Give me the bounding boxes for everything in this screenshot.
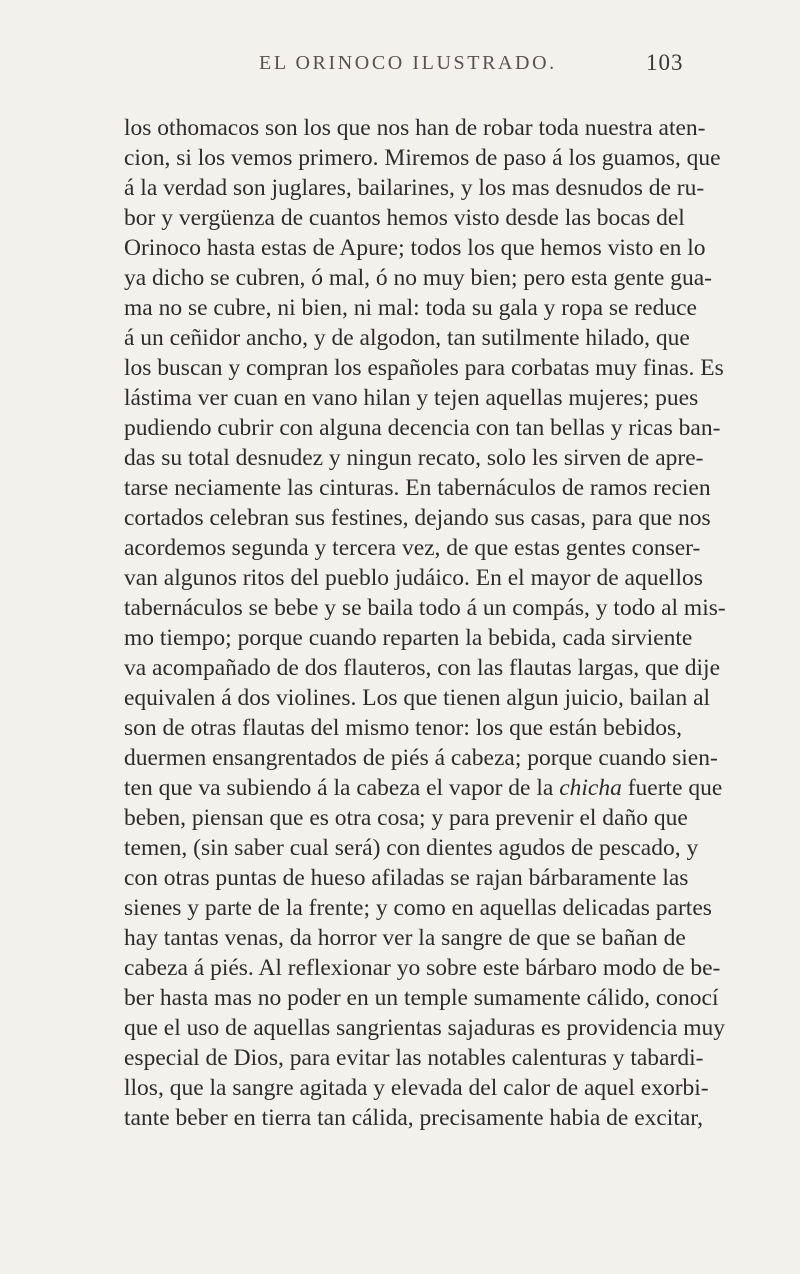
text-line: duermen ensangrentados de piés á cabeza; porque cuando sien- bbox=[124, 745, 718, 771]
text-line: á la verdad son juglares, bailarines, y los mas desnudos de ru- bbox=[124, 175, 705, 201]
text-line: tabernáculos se bebe y se baila todo á un compás, y todo al mis- bbox=[124, 595, 726, 621]
text-line: cortados celebran sus festines, dejando sus casas, para que nos bbox=[124, 505, 711, 531]
running-title: EL ORINOCO ILUSTRADO. bbox=[259, 52, 557, 74]
text-line: ber hasta mas no poder en un temple sumamente cálido, conocí bbox=[124, 985, 719, 1011]
text-line-with-italic bbox=[124, 773, 723, 803]
text-line: acordemos segunda y tercera vez, de que estas gentes conser- bbox=[124, 535, 701, 561]
text-line: beben, piensan que es otra cosa; y para prevenir el daño que bbox=[124, 805, 688, 831]
text-line: llos, que la sangre agitada y elevada del calor de aquel exorbi- bbox=[124, 1075, 709, 1101]
text-line: mo tiempo; porque cuando reparten la bebida, cada sirviente bbox=[124, 625, 693, 651]
text-segment: fuerte que bbox=[627, 775, 723, 801]
text-line: hay tantas venas, da horror ver la sangre de que se bañan de bbox=[124, 925, 686, 951]
text-line: ma no se cubre, ni bien, ni mal: toda su gala y ropa se reduce bbox=[124, 295, 697, 321]
text-line: los othomacos son los que nos han de robar toda nuestra aten- bbox=[124, 115, 706, 141]
text-line: que el uso de aquellas sangrientas sajaduras es providencia muy bbox=[124, 1015, 726, 1041]
text-line: los buscan y compran los españoles para corbatas muy finas. Es bbox=[124, 355, 724, 381]
text-line: especial de Dios, para evitar las notables calenturas y tabardi- bbox=[124, 1045, 704, 1071]
text-line: bor y vergüenza de cuantos hemos visto desde las bocas del bbox=[124, 205, 685, 231]
text-line: tante beber en tierra tan cálida, precisamente habia de excitar, bbox=[124, 1105, 704, 1131]
running-head bbox=[0, 50, 800, 86]
text-line: con otras puntas de hueso afiladas se rajan bárbaramente las bbox=[124, 865, 689, 891]
text-line: va acompañado de dos flauteros, con las flautas largas, que dije bbox=[124, 655, 721, 681]
text-line: lástima ver cuan en vano hilan y tejen aquellas mujeres; pues bbox=[124, 385, 699, 411]
text-line: son de otras flautas del mismo tenor: los que están bebidos, bbox=[124, 715, 683, 741]
text-line: tarse neciamente las cinturas. En tabernáculos de ramos recien bbox=[124, 475, 711, 501]
text-line: das su total desnudez y ningun recato, solo les sirven de apre- bbox=[124, 445, 704, 471]
text-line: equivalen á dos violines. Los que tienen algun juicio, bailan al bbox=[124, 685, 711, 711]
text-line: van algunos ritos del pueblo judáico. En el mayor de aquellos bbox=[124, 565, 703, 591]
body-text bbox=[124, 113, 726, 1133]
text-line: pudiendo cubrir con alguna decencia con tan bellas y ricas ban- bbox=[124, 415, 721, 441]
text-line: temen, (sin saber cual será) con dientes agudos de pescado, y bbox=[124, 835, 699, 861]
page-number: 103 bbox=[646, 50, 684, 75]
text-line: Orinoco hasta estas de Apure; todos los que hemos visto en lo bbox=[124, 235, 706, 261]
text-line: sienes y parte de la frente; y como en aquellas delicadas partes bbox=[124, 895, 712, 921]
text-line: á un ceñidor ancho, y de algodon, tan sutilmente hilado, que bbox=[124, 325, 690, 351]
text-line: ya dicho se cubren, ó mal, ó no muy bien; pero esta gente gua- bbox=[124, 265, 712, 291]
text-segment: ten que va subiendo á la cabeza el vapor de la bbox=[124, 775, 560, 801]
italic-word: chicha bbox=[559, 775, 622, 801]
text-line: cion, si los vemos primero. Miremos de paso á los guamos, que bbox=[124, 145, 721, 171]
text-line: cabeza á piés. Al reflexionar yo sobre este bárbaro modo de be- bbox=[124, 955, 721, 981]
